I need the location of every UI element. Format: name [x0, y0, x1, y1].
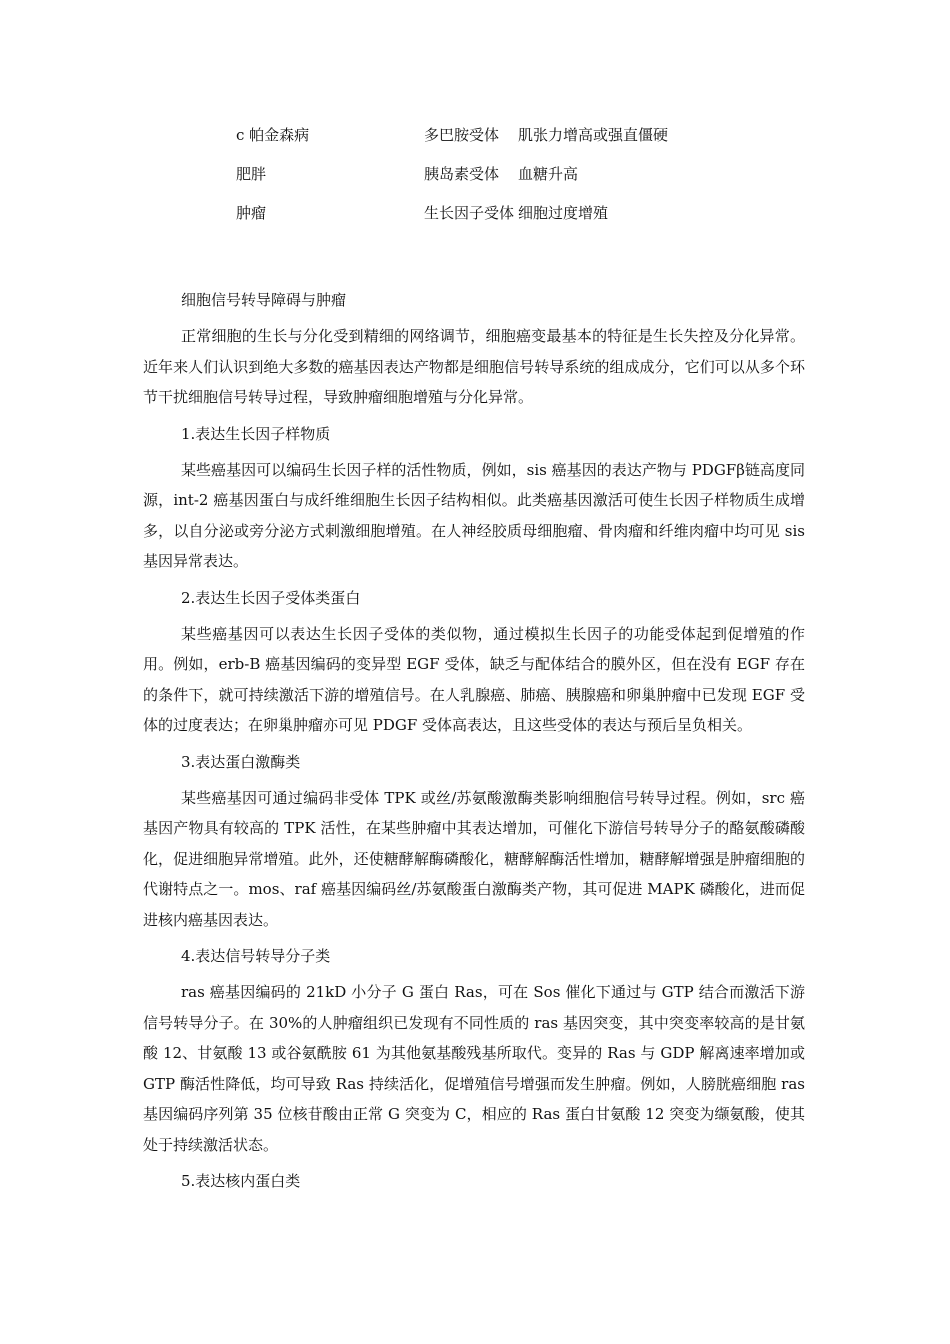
item-heading: 2.表达生长因子受体类蛋白 — [181, 588, 361, 607]
receptor-cell: 多巴胺受体 — [424, 126, 500, 144]
section-title: 细胞信号转导障碍与肿瘤 — [181, 291, 347, 309]
item-paragraph: 某些癌基因可以表达生长因子受体的类似物，通过模拟生长因子的功能受体起到促增殖的作用。例如，erb-B 癌基因编码的变异型 EGF 受体，缺乏与配体结合的膜外区，但在没有 EGF 存在的条件下，就可持续激活下游的增殖信号。在人乳腺癌、肺癌、胰腺癌和卵巢肿瘤中已发现 EGF 受体的过度表达；在卵巢肿瘤亦可见 PDGF 受体高表达，且这些受体的表达与预后呈负相关。 — [143, 624, 805, 734]
item-heading: 1.表达生长因子样物质 — [181, 424, 331, 443]
table-row — [236, 198, 736, 276]
intro-paragraph: 正常细胞的生长与分化受到精细的网络调节，细胞癌变最基本的特征是生长失控及分化异常。近年来人们认识到绝大多数的癌基因表达产物都是细胞信号转导系统的组成成分，它们可以从多个环节干扰细胞信号转导过程，导致肿瘤细胞增殖与分化异常。 — [143, 327, 805, 406]
disease-cell: c 帕金森病 — [236, 126, 310, 144]
symptom-cell: 肌张力增高或强直僵硬 — [518, 126, 669, 144]
table-row — [236, 120, 736, 159]
item-paragraph: 某些癌基因可以编码生长因子样的活性物质，例如，sis 癌基因的表达产物与 PDGFβ链高度同源，int-2 癌基因蛋白与成纤维细胞生长因子结构相似。此类癌基因激活可使生长因子样物质生成增多，以自分泌或旁分泌方式刺激细胞增殖。在人神经胶质母细胞瘤、骨肉瘤和纤维肉瘤中均可见 sis 基因异常表达。 — [143, 460, 805, 570]
disease-cell: 肥胖 — [236, 165, 267, 183]
receptor-cell: 胰岛素受体 — [424, 165, 500, 183]
receptor-cell: 生长因子受体 — [424, 204, 515, 222]
item-heading: 4.表达信号转导分子类 — [181, 947, 331, 965]
item-paragraph: 某些癌基因可通过编码非受体 TPK 或丝/苏氨酸激酶类影响细胞信号转导过程。例如，src 癌基因产物具有较高的 TPK 活性，在某些肿瘤中其表达增加，可催化下游信号转导分子的酪氨酸磷酸化，促进细胞异常增殖。此外，还使糖酵解酶磷酸化，糖酵解酶活性增加，糖酵解增强是肿瘤细胞的代谢特点之一。mos、raf 癌基因编码丝/苏氨酸蛋白激酶类产物，其可促进 MAPK 磷酸化，进而促进核内癌基因表达。 — [143, 788, 805, 929]
item-heading: 3.表达蛋白激酶类 — [181, 752, 301, 771]
disease-receptor-table — [236, 120, 736, 276]
symptom-cell: 血糖升高 — [518, 165, 579, 183]
disease-cell: 肿瘤 — [236, 204, 267, 222]
item-paragraph: ras 癌基因编码的 21kD 小分子 G 蛋白 Ras，可在 Sos 催化下通过与 GTP 结合而激活下游信号转导分子。在 30%的人肿瘤组织已发现有不同性质的 ras 基因突变，其中突变率较高的是甘氨酸 12、甘氨酸 13 或谷氨酰胺 61 为其他氨基酸残基所取代。变异的 Ras 与 GDP 解离速率增加或 GTP 酶活性降低，均可导致 Ras 持续活化，促增殖信号增强而发生肿瘤。例如，人膀胱癌细胞 ras 基因编码序列第 35 位核苷酸由正常 G 突变为 C，相应的 Ras 蛋白甘氨酸 12 突变为缬氨酸，使其处于持续激活状态。 — [143, 983, 805, 1154]
main-text — [143, 285, 805, 1202]
table-row — [236, 159, 736, 198]
symptom-cell: 细胞过度增殖 — [518, 204, 609, 222]
next-item-heading: 5.表达核内蛋白类 — [181, 1172, 301, 1190]
